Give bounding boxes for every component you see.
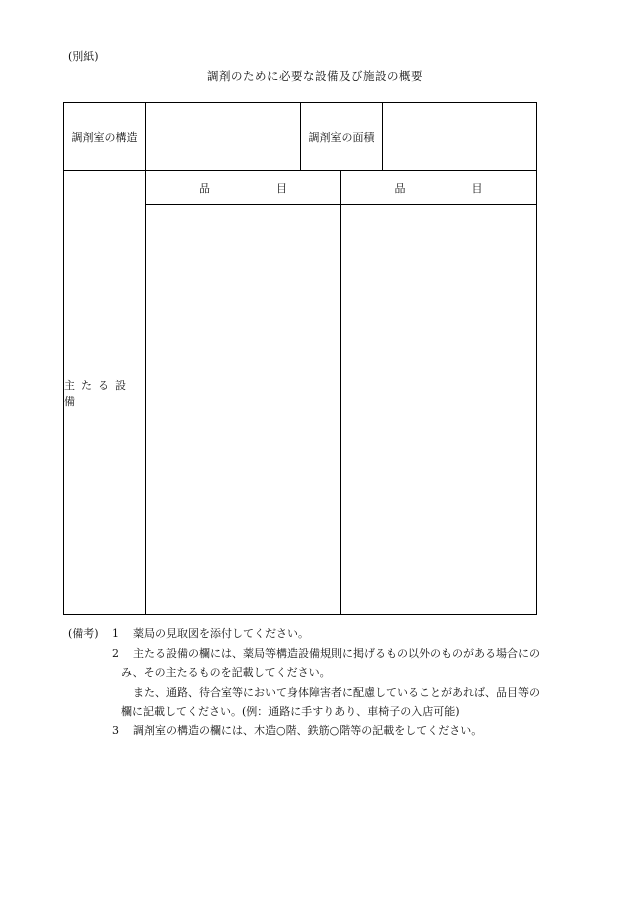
- notes-prefix: (備考): [68, 627, 99, 640]
- note-number: 2: [112, 647, 119, 660]
- structure-value-field[interactable]: [146, 103, 300, 170]
- note-text: 主たる設備の欄には、薬局等構造設備規則に掲げるもの以外のものがある場合にの: [133, 647, 540, 660]
- items-header-right: 品 目: [394, 181, 483, 195]
- area-label: 調剤室の面積: [308, 130, 375, 144]
- items-header-left: 品 目: [199, 181, 287, 195]
- table-right-border: [536, 102, 537, 615]
- items-right-field[interactable]: [341, 205, 536, 614]
- appendix-label: (別紙): [68, 50, 99, 63]
- note-text: み、その主たるものを記載してください。: [121, 666, 331, 679]
- note-number: 1: [112, 627, 119, 640]
- structure-label: 調剤室の構造: [71, 130, 138, 144]
- page-title: 調剤のために必要な設備及び施設の概要: [207, 69, 423, 83]
- note-text: 欄に記載してください。(例：通路に手すりあり、車椅子の入店可能): [121, 705, 460, 718]
- note-text: 薬局の見取図を添付してください。: [133, 627, 309, 640]
- note-text: また、通路、待合室等において身体障害者に配慮していることがあれば、品目等の: [133, 686, 540, 699]
- note-text: 調剤室の構造の欄には、木造○階、鉄筋○階等の記載をしてください。: [133, 724, 483, 737]
- note-number: 3: [112, 724, 119, 737]
- table-bottom-border: [63, 614, 537, 615]
- items-left-field[interactable]: [146, 205, 340, 614]
- equipment-label: 主たる設備: [64, 378, 132, 408]
- area-value-field[interactable]: [383, 103, 536, 170]
